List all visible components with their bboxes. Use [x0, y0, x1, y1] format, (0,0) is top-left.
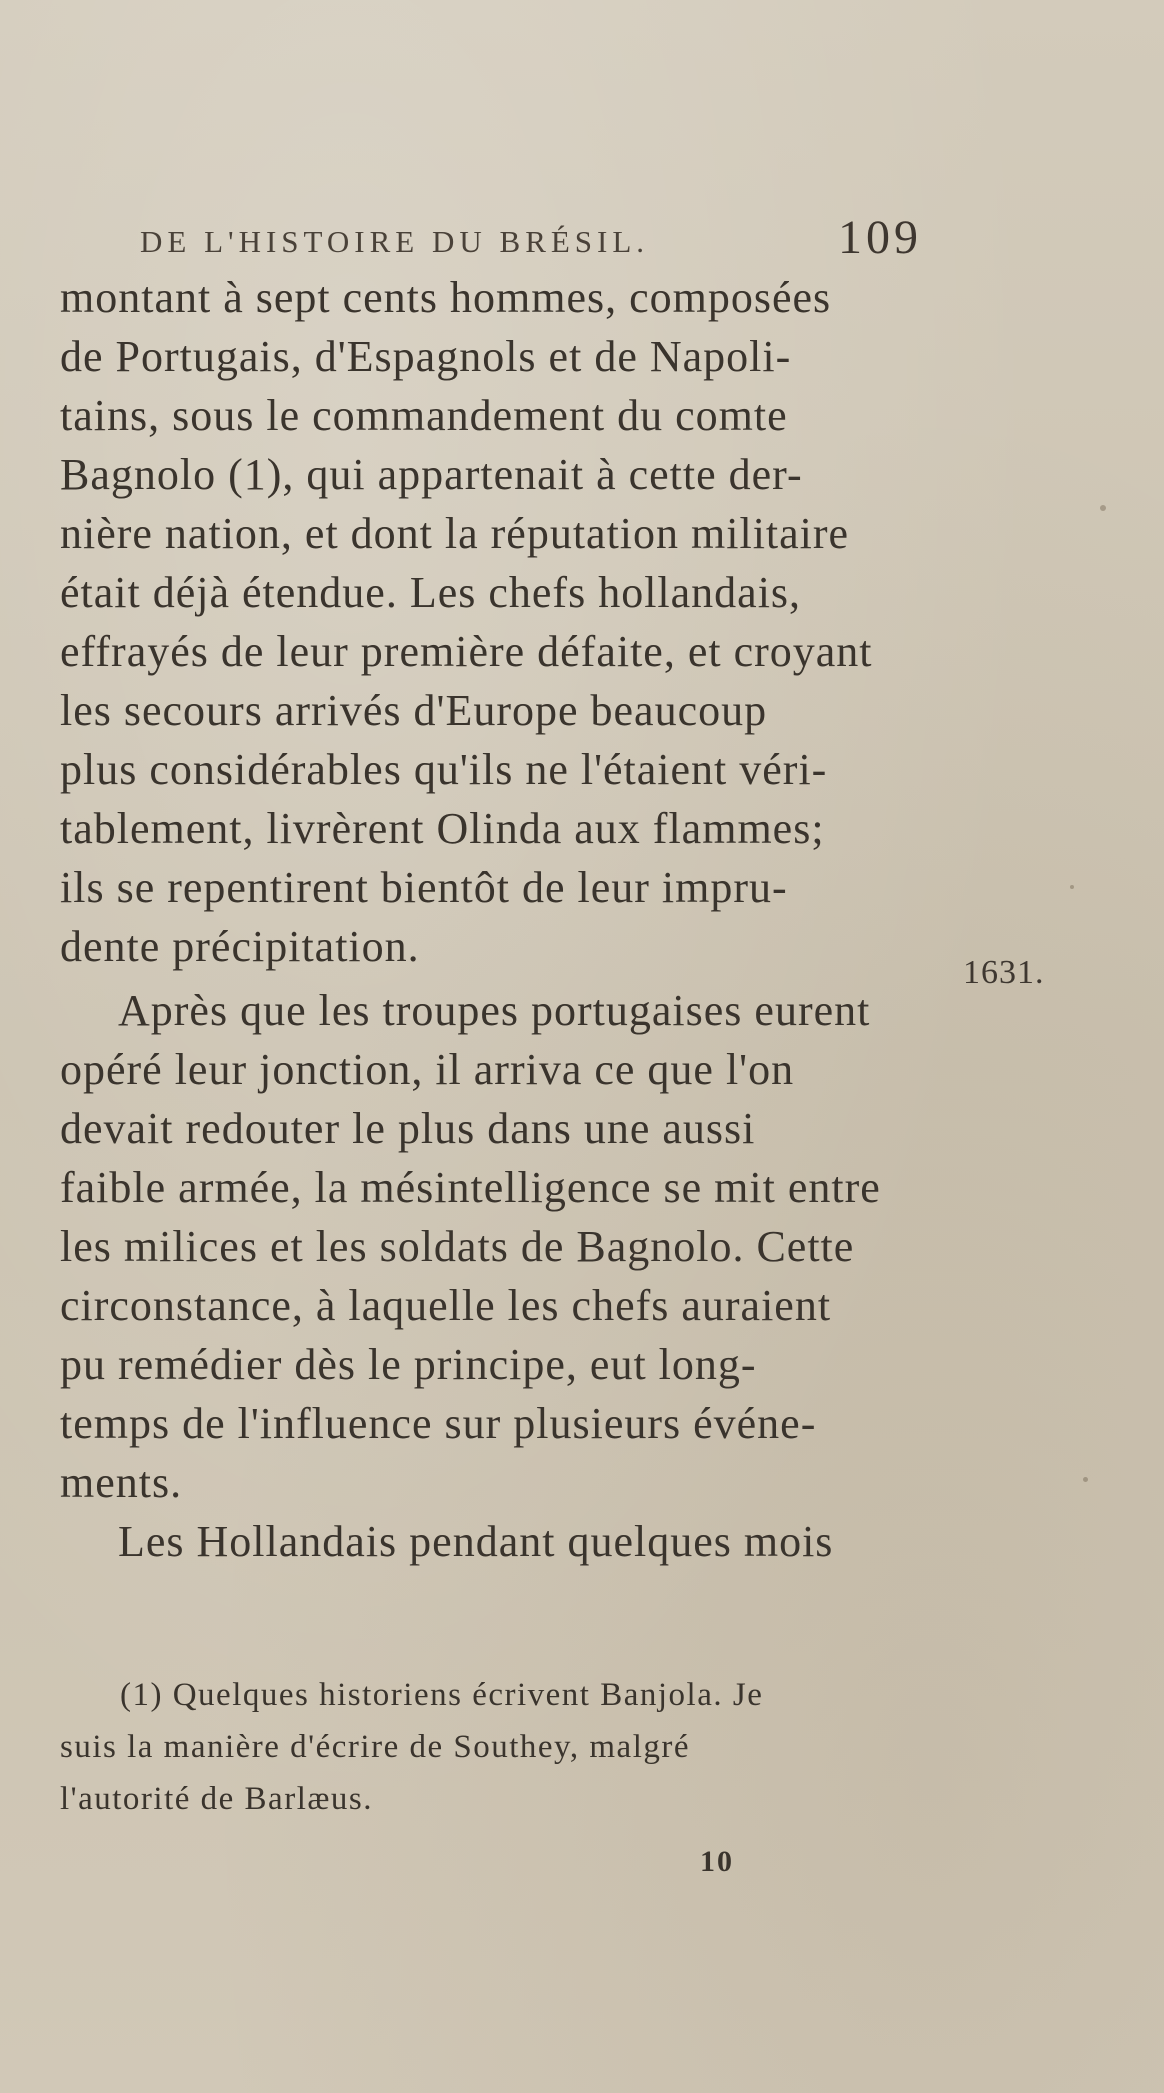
- body-line: circonstance, à laquelle les chefs auraient: [60, 1281, 832, 1330]
- body-line: montant à sept cents hommes, composées: [60, 273, 832, 322]
- body-line: les secours arrivés d'Europe beaucoup: [60, 686, 768, 735]
- paper-speck: [1100, 505, 1106, 511]
- paper-speck: [1070, 885, 1074, 889]
- body-line: dente précipitation.: [60, 922, 420, 971]
- body-line: effrayés de leur première défaite, et croyant: [60, 627, 873, 676]
- body-line: nière nation, et dont la réputation militaire: [60, 509, 850, 558]
- page-header: [140, 210, 930, 270]
- body-line: opéré leur jonction, il arriva ce que l'on: [60, 1045, 795, 1094]
- body-line: tains, sous le commandement du comte: [60, 391, 788, 440]
- footnote-line: l'autorité de Barlæus.: [60, 1781, 373, 1817]
- body-line: Bagnolo (1), qui appartenait à cette der-: [60, 450, 803, 499]
- body-line: Après que les troupes portugaises eurent: [118, 986, 871, 1035]
- body-line: temps de l'influence sur plusieurs événe-: [60, 1399, 817, 1448]
- page-number: 109: [838, 211, 922, 264]
- body-line: pu remédier dès le principe, eut long-: [60, 1340, 757, 1389]
- body-line: tablement, livrèrent Olinda aux flammes;: [60, 804, 825, 853]
- body-line: de Portugais, d'Espagnols et de Napoli-: [60, 332, 792, 381]
- signature-mark: 10: [700, 1845, 734, 1878]
- body-line: était déjà étendue. Les chefs hollandais,: [60, 568, 802, 617]
- footnote-line: suis la manière d'écrire de Southey, malgré: [60, 1729, 691, 1765]
- body-line: devait redouter le plus dans une aussi: [60, 1104, 756, 1153]
- paper-speck: [1083, 1477, 1088, 1482]
- body-line: ils se repentirent bientôt de leur impru-: [60, 863, 788, 912]
- footnote-line: (1) Quelques historiens écrivent Banjola. Je: [120, 1677, 764, 1713]
- body-line: ments.: [60, 1458, 183, 1507]
- running-head: DE L'HISTOIRE DU BRÉSIL.: [140, 224, 650, 259]
- body-line: les milices et les soldats de Bagnolo. Cette: [60, 1222, 855, 1271]
- body-line: plus considérables qu'ils ne l'étaient véri-: [60, 745, 828, 794]
- margin-date: 1631.: [963, 954, 1045, 991]
- body-line: Les Hollandais pendant quelques mois: [118, 1517, 834, 1566]
- body-line: faible armée, la mésintelligence se mit entre: [60, 1163, 881, 1212]
